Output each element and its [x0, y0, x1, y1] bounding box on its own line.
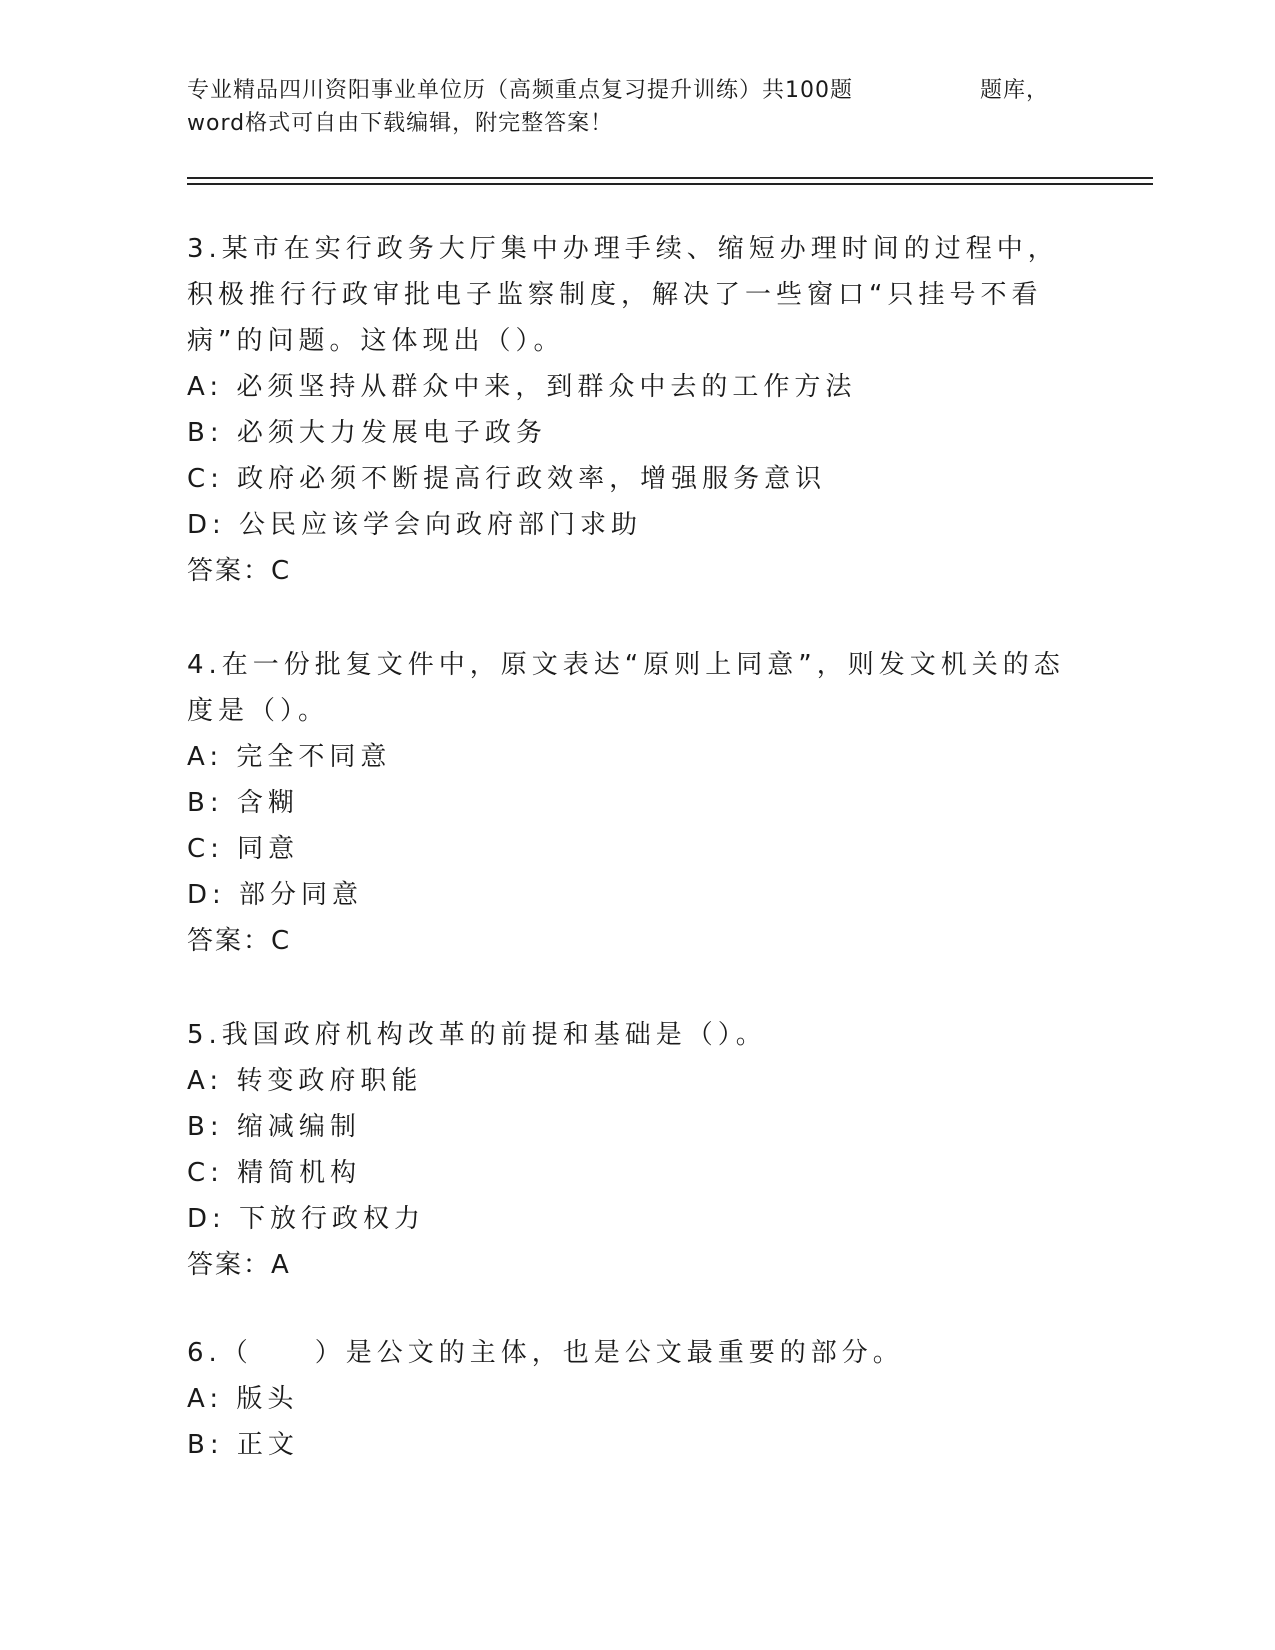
question-block: [187, 1330, 1067, 1468]
header-title: 专业精品四川资阳事业单位历（高频重点复习提升训练）共100题: [187, 78, 853, 103]
answer: 答案：C: [187, 926, 292, 956]
header-divider-top: [187, 177, 1153, 179]
header-divider-bottom: [187, 183, 1153, 185]
option-c: C: 政府必须不断提高行政效率，增强服务意识: [187, 464, 827, 494]
document-header: [187, 74, 1087, 140]
option-a: A: 必须坚持从群众中来，到群众中去的工作方法: [187, 372, 857, 402]
option-c: C: 精简机构: [187, 1158, 362, 1188]
header-title-line: [187, 74, 1049, 107]
question-stem: 3.某市在实行政务大厅集中办理手续、缩短办理时间的过程中，积极推行行政审批电子监察制度，解决了一些窗口“只挂号不看病”的问题。这体现出（）。: [187, 234, 1059, 356]
question-block: [187, 642, 1067, 964]
question-stem: 5.我国政府机构改革的前提和基础是（）。: [187, 1020, 767, 1050]
header-subtitle: word格式可自由下载编辑，附完整答案！: [187, 111, 614, 136]
option-d: D: 公民应该学会向政府部门求助: [187, 510, 643, 540]
question-stem: 6.（ ）是公文的主体，也是公文最重要的部分。: [187, 1338, 904, 1368]
option-c: C: 同意: [187, 834, 300, 864]
option-d: D: 部分同意: [187, 880, 364, 910]
answer: 答案：A: [187, 1250, 291, 1280]
question-block: [187, 226, 1067, 594]
question-stem: 4.在一份批复文件中，原文表达“原则上同意”，则发文机关的态度是（）。: [187, 650, 1065, 726]
question-block: [187, 1012, 1067, 1288]
option-a: A: 转变政府职能: [187, 1066, 423, 1096]
option-b: B: 正文: [187, 1430, 299, 1460]
option-b: B: 缩减编制: [187, 1112, 361, 1142]
option-d: D: 下放行政权力: [187, 1204, 426, 1234]
answer: 答案：C: [187, 556, 292, 586]
option-a: A: 完全不同意: [187, 742, 392, 772]
option-b: B: 必须大力发展电子政务: [187, 418, 547, 448]
header-title-tail: 题库，: [979, 78, 1049, 103]
option-a: A: 版头: [187, 1384, 299, 1414]
option-b: B: 含糊: [187, 788, 299, 818]
